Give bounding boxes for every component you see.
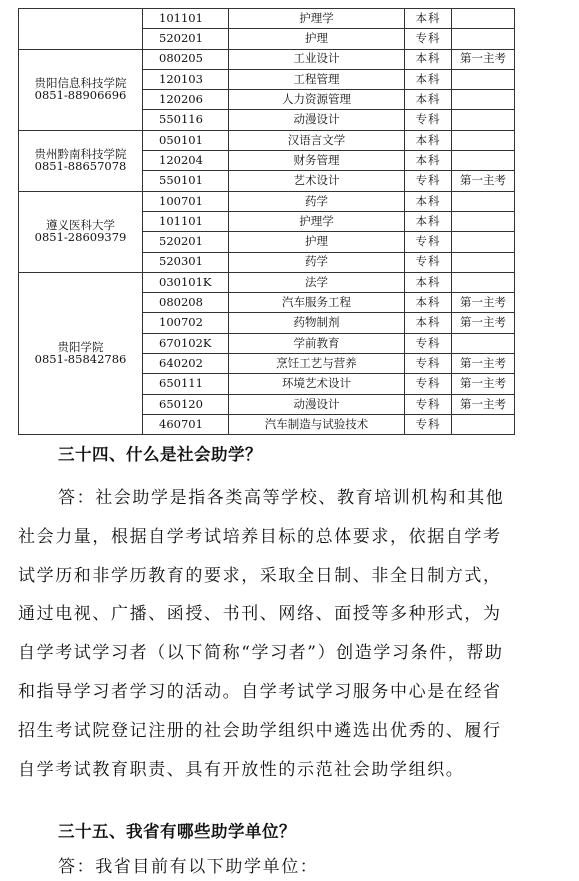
major-name: 药学 <box>229 191 405 211</box>
major-code: 120206 <box>143 90 229 110</box>
school-phone: 0851-88657078 <box>34 158 127 173</box>
major-note <box>452 151 515 171</box>
major-note <box>452 9 515 29</box>
major-level: 本科 <box>405 272 452 292</box>
major-note: 第一主考 <box>452 49 515 69</box>
major-name: 烹饪工艺与营养 <box>229 354 405 374</box>
major-code: 120103 <box>143 69 229 89</box>
major-note <box>452 130 515 150</box>
major-level: 专科 <box>405 171 452 191</box>
school-name: 遵义医科大学 <box>46 218 115 233</box>
major-level: 专科 <box>405 29 452 49</box>
major-name: 汽车服务工程 <box>229 293 405 313</box>
major-level: 专科 <box>405 354 452 374</box>
major-name: 动漫设计 <box>229 110 405 130</box>
major-code: 101101 <box>143 9 229 29</box>
question-34-title: 三十四、什么是社会助学？ <box>58 445 262 464</box>
major-level: 专科 <box>405 374 452 394</box>
major-name: 药物制剂 <box>229 313 405 333</box>
major-code: 650120 <box>143 394 229 414</box>
major-name: 学前教育 <box>229 333 405 353</box>
major-level: 专科 <box>405 252 452 272</box>
major-note: 第一主考 <box>452 354 515 374</box>
major-code: 640202 <box>143 354 229 374</box>
major-note <box>452 211 515 231</box>
major-note: 第一主考 <box>452 171 515 191</box>
major-note <box>452 232 515 252</box>
major-name: 法学 <box>229 272 405 292</box>
question-34-answer-text: 答：社会助学是指各类高等学校、教育培训机构和其他社会力量，根据自学考试培养目标的总体要求，依据自学考试学历和非学历教育的要求，采取全日制、非全日制方式，通过电视、广播、函授、书刊、网络、面授等多种形式，为自学考试学习者（以下简称“学习者”）创造学习条件，帮助和指导学习者学习的活动。自学考试学习服务中心是在经省招生考试院登记注册的社会助学组织中遴选出优秀的、履行自学考试教育职责、具有开放性的示范社会助学组织。 <box>18 488 505 780</box>
major-level: 专科 <box>405 414 452 434</box>
major-level: 本科 <box>405 151 452 171</box>
major-note <box>452 69 515 89</box>
major-name: 财务管理 <box>229 151 405 171</box>
major-name: 工程管理 <box>229 69 405 89</box>
major-name: 工业设计 <box>229 49 405 69</box>
school-phone: 0851-85842786 <box>34 351 127 366</box>
major-code: 080208 <box>143 293 229 313</box>
major-code: 030101K <box>143 272 229 292</box>
table-row <box>19 272 515 292</box>
question-35-title: 三十五、我省有哪些助学单位？ <box>58 822 296 841</box>
school-cell <box>19 49 143 130</box>
major-level: 本科 <box>405 9 452 29</box>
major-note <box>452 414 515 434</box>
major-note <box>452 333 515 353</box>
major-level: 本科 <box>405 191 452 211</box>
major-name: 汽车制造与试验技术 <box>229 414 405 434</box>
majors-table-body <box>19 9 515 435</box>
school-cell <box>19 9 143 50</box>
major-note <box>452 90 515 110</box>
major-note <box>452 252 515 272</box>
major-note: 第一主考 <box>452 313 515 333</box>
majors-table <box>18 8 515 435</box>
school-cell <box>19 130 143 191</box>
major-note: 第一主考 <box>452 394 515 414</box>
major-name: 人力资源管理 <box>229 90 405 110</box>
major-name: 药学 <box>229 252 405 272</box>
school-phone: 0851-88906696 <box>34 87 127 102</box>
major-code: 101101 <box>143 211 229 231</box>
major-code: 520301 <box>143 252 229 272</box>
major-level: 专科 <box>405 110 452 130</box>
major-level: 专科 <box>405 333 452 353</box>
table-row <box>19 191 515 211</box>
major-name: 护理 <box>229 29 405 49</box>
major-name: 护理 <box>229 232 405 252</box>
major-name: 护理学 <box>229 211 405 231</box>
major-note <box>452 110 515 130</box>
major-code: 650111 <box>143 374 229 394</box>
question-35-answer: 答：我省目前有以下助学单位： <box>58 857 319 877</box>
major-name: 环境艺术设计 <box>229 374 405 394</box>
school-name: 贵阳信息科技学院 <box>34 76 127 91</box>
major-note <box>452 191 515 211</box>
major-name: 护理学 <box>229 9 405 29</box>
major-code: 550101 <box>143 171 229 191</box>
major-code: 050101 <box>143 130 229 150</box>
school-cell <box>19 272 143 434</box>
major-note: 第一主考 <box>452 374 515 394</box>
school-cell <box>19 191 143 272</box>
school-phone: 0851-28609379 <box>34 229 127 244</box>
major-code: 100702 <box>143 313 229 333</box>
major-note <box>452 29 515 49</box>
major-name: 动漫设计 <box>229 394 405 414</box>
major-level: 本科 <box>405 130 452 150</box>
table-row <box>19 9 515 29</box>
major-level: 专科 <box>405 232 452 252</box>
major-note: 第一主考 <box>452 293 515 313</box>
major-level: 本科 <box>405 211 452 231</box>
table-row <box>19 49 515 69</box>
major-level: 本科 <box>405 69 452 89</box>
major-code: 460701 <box>143 414 229 434</box>
major-level: 本科 <box>405 293 452 313</box>
major-level: 本科 <box>405 90 452 110</box>
major-code: 520201 <box>143 232 229 252</box>
major-code: 550116 <box>143 110 229 130</box>
major-level: 本科 <box>405 49 452 69</box>
question-34-answer <box>18 479 518 789</box>
major-name: 汉语言文学 <box>229 130 405 150</box>
major-code: 100701 <box>143 191 229 211</box>
major-code: 080205 <box>143 49 229 69</box>
major-note <box>452 272 515 292</box>
table-row <box>19 130 515 150</box>
major-code: 520201 <box>143 29 229 49</box>
major-code: 120204 <box>143 151 229 171</box>
major-code: 670102K <box>143 333 229 353</box>
school-name: 贵阳学院 <box>57 340 104 355</box>
major-level: 专科 <box>405 394 452 414</box>
major-name: 艺术设计 <box>229 171 405 191</box>
major-level: 本科 <box>405 313 452 333</box>
school-name: 贵州黔南科技学院 <box>34 147 127 162</box>
